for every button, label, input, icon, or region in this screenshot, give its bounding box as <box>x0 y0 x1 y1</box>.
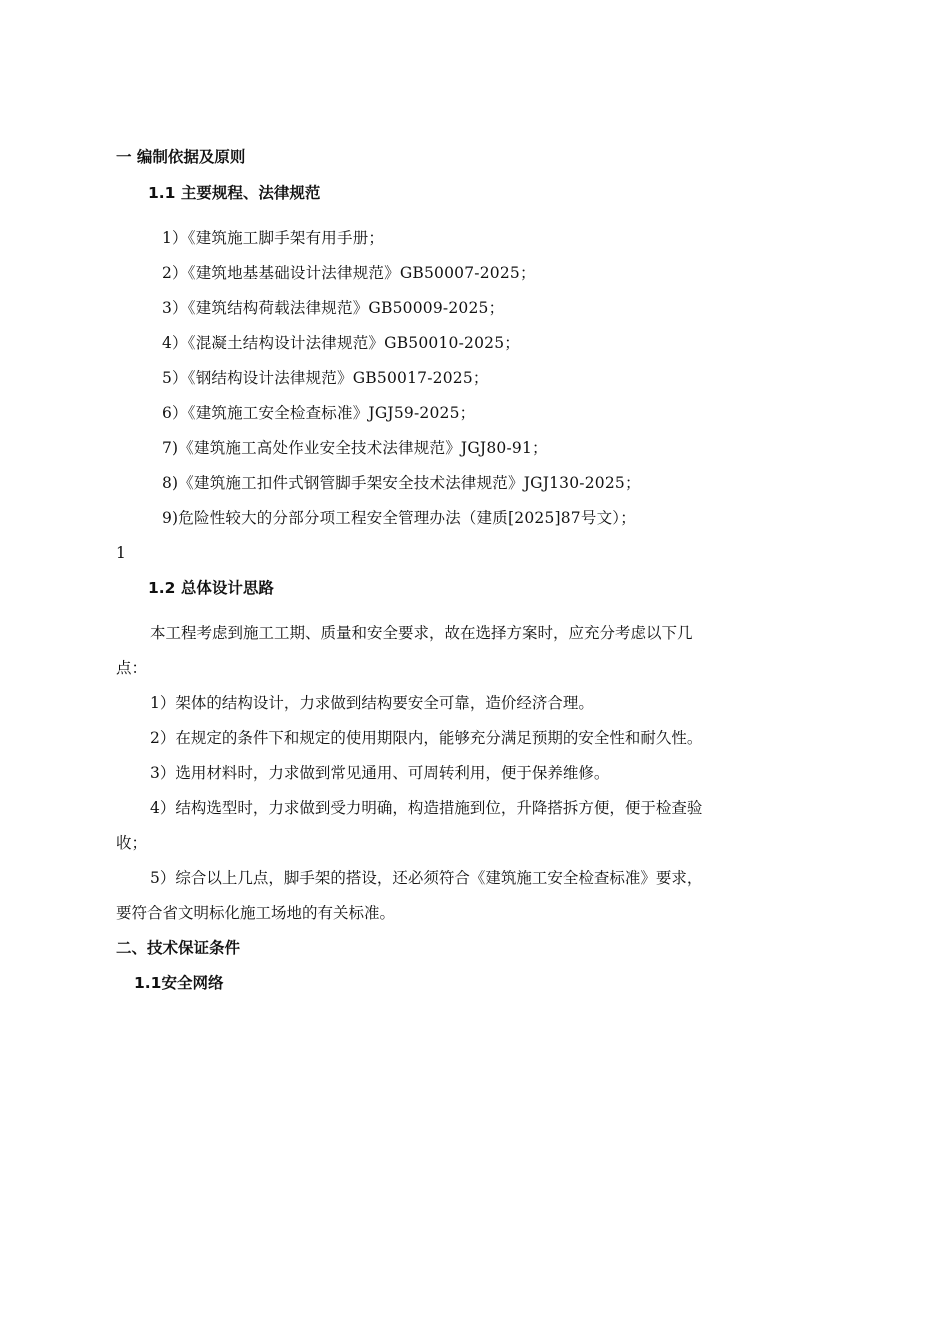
section-2-title: 二、技术保证条件 <box>116 939 241 957</box>
reference-item: 1）《建筑施工脚手架有用手册； <box>162 229 385 247</box>
reference-item: 9)危险性较大的分部分项工程安全管理办法（建质[2025]87号文）； <box>162 509 636 527</box>
stray-mark: 1 <box>116 544 126 562</box>
design-point: 4）结构选型时，力求做到受力明确，构造措施到位，升降搭拆方便，便于检查验 <box>150 799 703 817</box>
intro-paragraph-line: 点： <box>116 659 148 677</box>
section-1-2-title: 1.2 总体设计思路 <box>148 579 274 597</box>
reference-item: 4）《混凝土结构设计法律规范》GB50010-2025； <box>162 334 520 352</box>
intro-paragraph-line: 本工程考虑到施工工期、质量和安全要求，故在选择方案时，应充分考虑以下几 <box>150 624 693 642</box>
design-point: 2）在规定的条件下和规定的使用期限内，能够充分满足预期的安全性和耐久性。 <box>150 729 703 747</box>
design-point-continuation: 要符合省文明标化施工场地的有关标准。 <box>116 904 396 922</box>
reference-item: 5）《钢结构设计法律规范》GB50017-2025； <box>162 369 489 387</box>
design-point-continuation: 收； <box>116 834 148 852</box>
reference-item: 3）《建筑结构荷载法律规范》GB50009-2025； <box>162 299 505 317</box>
section-1-title: 一 编制依据及原则 <box>116 148 246 166</box>
design-point: 5）综合以上几点，脚手架的搭设，还必须符合《建筑施工安全检查标准》要求， <box>150 869 703 887</box>
reference-item: 8)《建筑施工扣件式钢管脚手架安全技术法律规范》JGJ130-2025； <box>162 474 641 492</box>
section-1-1-title: 1.1 主要规程、法律规范 <box>148 184 321 202</box>
design-point: 1）架体的结构设计，力求做到结构要安全可靠，造价经济合理。 <box>150 694 594 712</box>
reference-item: 6）《建筑施工安全检查标准》JGJ59-2025； <box>162 404 476 422</box>
design-point: 3）选用材料时，力求做到常见通用、可周转利用，便于保养维修。 <box>150 764 610 782</box>
reference-item: 2）《建筑地基基础设计法律规范》GB50007-2025； <box>162 264 536 282</box>
reference-item: 7)《建筑施工高处作业安全技术法律规范》JGJ80-91； <box>162 439 548 457</box>
section-2-1-title: 1.1安全网络 <box>134 974 224 992</box>
